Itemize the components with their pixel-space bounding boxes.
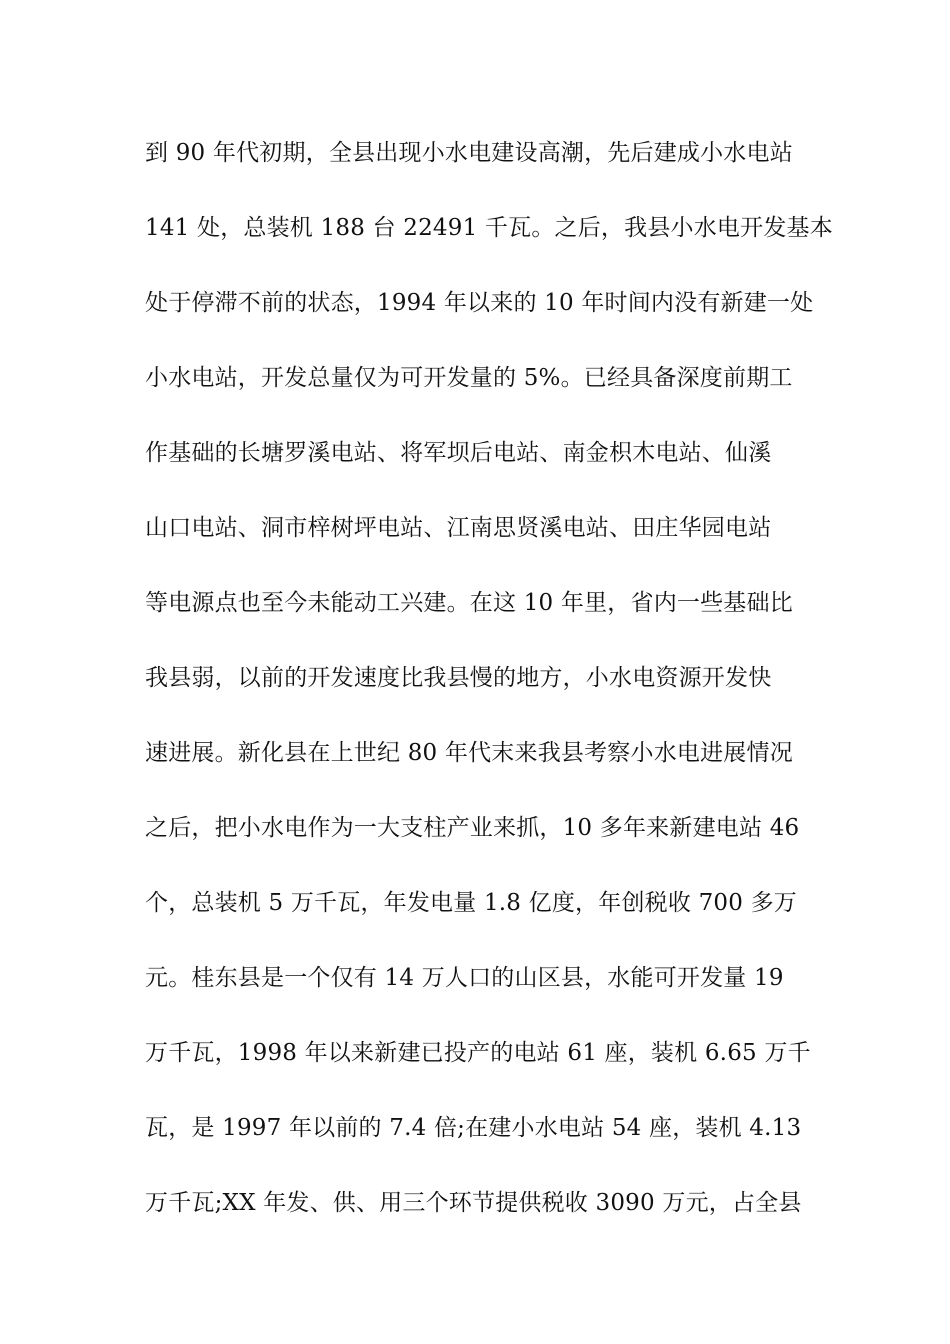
text-line-6: 山口电站、洞市梓树坪电站、江南思贤溪电站、田庄华园电站 <box>145 515 772 541</box>
text-line-11: 个，总装机 5 万千瓦，年发电量 1.8 亿度，年创税收 700 多万 <box>145 890 797 916</box>
text-line-10: 之后，把小水电作为一大支柱产业来抓，10 多年来新建电站 46 <box>145 815 800 841</box>
text-line-12: 元。桂东县是一个仅有 14 万人口的山区县，水能可开发量 19 <box>145 965 784 991</box>
text-line-15: 万千瓦;XX 年发、供、用三个环节提供税收 3090 万元，占全县 <box>145 1190 802 1216</box>
text-line-2: 141 处，总装机 188 台 22491 千瓦。之后，我县小水电开发基本 <box>145 215 833 241</box>
text-line-14: 瓦，是 1997 年以前的 7.4 倍;在建小水电站 54 座，装机 4.13 <box>145 1115 802 1141</box>
text-line-7: 等电源点也至今未能动工兴建。在这 10 年里，省内一些基础比 <box>145 590 793 616</box>
text-line-5: 作基础的长塘罗溪电站、将军坝后电站、南金枳木电站、仙溪 <box>145 440 772 466</box>
text-line-4: 小水电站，开发总量仅为可开发量的 5%。已经具备深度前期工 <box>145 365 793 391</box>
body-paragraph <box>145 131 833 1256</box>
text-line-8: 我县弱，以前的开发速度比我县慢的地方，小水电资源开发快 <box>145 665 772 691</box>
text-line-13: 万千瓦，1998 年以来新建已投产的电站 61 座，装机 6.65 万千 <box>145 1040 811 1066</box>
text-line-1: 到 90 年代初期，全县出现小水电建设高潮，先后建成小水电站 <box>145 140 793 166</box>
text-line-9: 速进展。新化县在上世纪 80 年代末来我县考察小水电进展情况 <box>145 740 793 766</box>
text-line-3: 处于停滞不前的状态，1994 年以来的 10 年时间内没有新建一处 <box>145 290 814 316</box>
